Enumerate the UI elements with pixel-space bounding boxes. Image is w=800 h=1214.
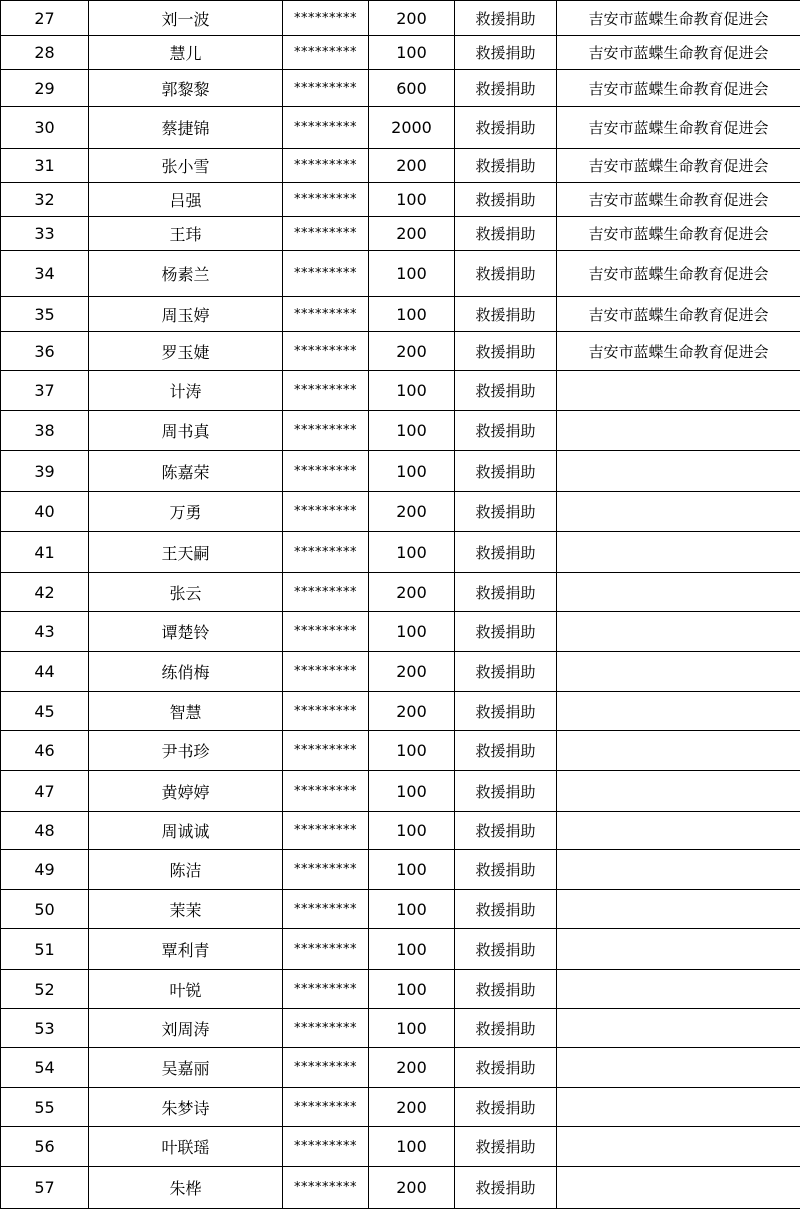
cell-donor-name: 茉茉 — [89, 890, 283, 929]
cell-donation-type: 救援捐助 — [455, 890, 557, 929]
cell-masked-id: ********* — [283, 1009, 369, 1048]
cell-organization — [557, 692, 800, 731]
table-row — [1, 970, 800, 1009]
cell-number: 42 — [1, 573, 89, 612]
cell-donation-type: 救援捐助 — [455, 1127, 557, 1167]
cell-masked-id: ********* — [283, 107, 369, 149]
cell-organization: 吉安市蓝蝶生命教育促进会 — [557, 36, 800, 70]
cell-donation-type: 救援捐助 — [455, 107, 557, 149]
cell-number: 31 — [1, 149, 89, 183]
cell-amount: 100 — [369, 850, 455, 890]
table-row — [1, 1048, 800, 1088]
cell-donor-name: 罗玉婕 — [89, 332, 283, 371]
cell-masked-id: ********* — [283, 371, 369, 411]
cell-number: 41 — [1, 532, 89, 573]
cell-masked-id: ********* — [283, 1088, 369, 1127]
cell-organization: 吉安市蓝蝶生命教育促进会 — [557, 1, 800, 36]
cell-donor-name: 刘一波 — [89, 1, 283, 36]
table-row — [1, 492, 800, 532]
cell-organization — [557, 411, 800, 451]
cell-number: 48 — [1, 812, 89, 850]
cell-organization — [557, 929, 800, 970]
cell-donation-type: 救援捐助 — [455, 451, 557, 492]
cell-masked-id: ********* — [283, 612, 369, 652]
table-row — [1, 890, 800, 929]
cell-masked-id: ********* — [283, 812, 369, 850]
cell-number: 51 — [1, 929, 89, 970]
cell-organization: 吉安市蓝蝶生命教育促进会 — [557, 297, 800, 332]
cell-masked-id: ********* — [283, 692, 369, 731]
cell-donation-type: 救援捐助 — [455, 217, 557, 251]
cell-donation-type: 救援捐助 — [455, 1009, 557, 1048]
cell-organization — [557, 812, 800, 850]
cell-masked-id: ********* — [283, 1167, 369, 1209]
cell-donation-type: 救援捐助 — [455, 532, 557, 573]
cell-organization — [557, 451, 800, 492]
cell-amount: 100 — [369, 371, 455, 411]
cell-organization: 吉安市蓝蝶生命教育促进会 — [557, 107, 800, 149]
cell-donation-type: 救援捐助 — [455, 332, 557, 371]
cell-donation-type: 救援捐助 — [455, 1, 557, 36]
cell-organization: 吉安市蓝蝶生命教育促进会 — [557, 251, 800, 297]
cell-donation-type: 救援捐助 — [455, 731, 557, 771]
cell-amount: 100 — [369, 36, 455, 70]
cell-masked-id: ********* — [283, 492, 369, 532]
table-row — [1, 107, 800, 149]
table-row — [1, 371, 800, 411]
table-row — [1, 692, 800, 731]
cell-amount: 100 — [369, 812, 455, 850]
cell-organization — [557, 731, 800, 771]
cell-masked-id: ********* — [283, 1048, 369, 1088]
cell-donor-name: 朱桦 — [89, 1167, 283, 1209]
cell-donor-name: 杨素兰 — [89, 251, 283, 297]
cell-organization — [557, 573, 800, 612]
cell-masked-id: ********* — [283, 929, 369, 970]
table-row — [1, 451, 800, 492]
cell-number: 39 — [1, 451, 89, 492]
cell-number: 56 — [1, 1127, 89, 1167]
cell-organization — [557, 532, 800, 573]
cell-donation-type: 救援捐助 — [455, 771, 557, 812]
cell-masked-id: ********* — [283, 573, 369, 612]
cell-organization — [557, 890, 800, 929]
cell-donation-type: 救援捐助 — [455, 652, 557, 692]
cell-donation-type: 救援捐助 — [455, 371, 557, 411]
cell-donor-name: 慧儿 — [89, 36, 283, 70]
table-row — [1, 217, 800, 251]
cell-number: 30 — [1, 107, 89, 149]
cell-donation-type: 救援捐助 — [455, 492, 557, 532]
table-row — [1, 183, 800, 217]
cell-number: 36 — [1, 332, 89, 371]
cell-amount: 100 — [369, 771, 455, 812]
cell-organization — [557, 1048, 800, 1088]
cell-donor-name: 王玮 — [89, 217, 283, 251]
cell-organization — [557, 970, 800, 1009]
cell-donor-name: 张云 — [89, 573, 283, 612]
table-row — [1, 251, 800, 297]
cell-donation-type: 救援捐助 — [455, 70, 557, 107]
cell-donor-name: 陈嘉荣 — [89, 451, 283, 492]
cell-organization: 吉安市蓝蝶生命教育促进会 — [557, 183, 800, 217]
cell-number: 28 — [1, 36, 89, 70]
cell-organization: 吉安市蓝蝶生命教育促进会 — [557, 332, 800, 371]
table-row — [1, 1167, 800, 1209]
cell-number: 43 — [1, 612, 89, 652]
cell-donation-type: 救援捐助 — [455, 251, 557, 297]
cell-masked-id: ********* — [283, 251, 369, 297]
cell-number: 47 — [1, 771, 89, 812]
cell-organization — [557, 1088, 800, 1127]
table-row — [1, 929, 800, 970]
cell-masked-id: ********* — [283, 970, 369, 1009]
cell-amount: 100 — [369, 890, 455, 929]
cell-number: 57 — [1, 1167, 89, 1209]
cell-donor-name: 蔡捷锦 — [89, 107, 283, 149]
cell-donor-name: 周书真 — [89, 411, 283, 451]
table-row — [1, 1009, 800, 1048]
cell-number: 32 — [1, 183, 89, 217]
cell-masked-id: ********* — [283, 771, 369, 812]
cell-donor-name: 陈洁 — [89, 850, 283, 890]
cell-number: 40 — [1, 492, 89, 532]
cell-amount: 200 — [369, 332, 455, 371]
cell-masked-id: ********* — [283, 411, 369, 451]
cell-number: 54 — [1, 1048, 89, 1088]
cell-donation-type: 救援捐助 — [455, 692, 557, 731]
cell-donor-name: 万勇 — [89, 492, 283, 532]
cell-masked-id: ********* — [283, 217, 369, 251]
cell-number: 52 — [1, 970, 89, 1009]
cell-donation-type: 救援捐助 — [455, 612, 557, 652]
cell-number: 37 — [1, 371, 89, 411]
cell-masked-id: ********* — [283, 149, 369, 183]
cell-amount: 200 — [369, 1088, 455, 1127]
cell-amount: 100 — [369, 1009, 455, 1048]
cell-number: 38 — [1, 411, 89, 451]
cell-organization: 吉安市蓝蝶生命教育促进会 — [557, 217, 800, 251]
cell-donation-type: 救援捐助 — [455, 929, 557, 970]
cell-amount: 200 — [369, 492, 455, 532]
cell-amount: 200 — [369, 1, 455, 36]
cell-amount: 200 — [369, 1048, 455, 1088]
table-row — [1, 332, 800, 371]
table-row — [1, 297, 800, 332]
cell-number: 33 — [1, 217, 89, 251]
cell-organization — [557, 771, 800, 812]
cell-organization — [557, 492, 800, 532]
cell-number: 34 — [1, 251, 89, 297]
table-row — [1, 612, 800, 652]
table-row — [1, 731, 800, 771]
cell-amount: 100 — [369, 451, 455, 492]
cell-amount: 100 — [369, 532, 455, 573]
cell-amount: 100 — [369, 251, 455, 297]
cell-donor-name: 叶联瑶 — [89, 1127, 283, 1167]
cell-number: 44 — [1, 652, 89, 692]
cell-number: 45 — [1, 692, 89, 731]
table-row — [1, 36, 800, 70]
cell-organization — [557, 371, 800, 411]
cell-number: 29 — [1, 70, 89, 107]
cell-donor-name: 覃利青 — [89, 929, 283, 970]
cell-amount: 100 — [369, 612, 455, 652]
cell-amount: 200 — [369, 573, 455, 612]
cell-amount: 100 — [369, 731, 455, 771]
cell-amount: 100 — [369, 411, 455, 451]
cell-organization — [557, 1127, 800, 1167]
table-row — [1, 812, 800, 850]
cell-donation-type: 救援捐助 — [455, 1088, 557, 1127]
cell-masked-id: ********* — [283, 652, 369, 692]
table-row — [1, 70, 800, 107]
cell-organization — [557, 652, 800, 692]
cell-donor-name: 黄婷婷 — [89, 771, 283, 812]
cell-masked-id: ********* — [283, 451, 369, 492]
cell-number: 27 — [1, 1, 89, 36]
table-row — [1, 573, 800, 612]
cell-donor-name: 周玉婷 — [89, 297, 283, 332]
cell-donor-name: 计涛 — [89, 371, 283, 411]
cell-number: 53 — [1, 1009, 89, 1048]
cell-organization: 吉安市蓝蝶生命教育促进会 — [557, 70, 800, 107]
cell-donation-type: 救援捐助 — [455, 970, 557, 1009]
table-row — [1, 1127, 800, 1167]
cell-number: 35 — [1, 297, 89, 332]
cell-donor-name: 吕强 — [89, 183, 283, 217]
cell-number: 55 — [1, 1088, 89, 1127]
cell-number: 50 — [1, 890, 89, 929]
cell-amount: 200 — [369, 149, 455, 183]
cell-masked-id: ********* — [283, 297, 369, 332]
cell-organization — [557, 850, 800, 890]
cell-donor-name: 智慧 — [89, 692, 283, 731]
cell-organization — [557, 1167, 800, 1209]
cell-amount: 200 — [369, 1167, 455, 1209]
cell-masked-id: ********* — [283, 36, 369, 70]
cell-number: 46 — [1, 731, 89, 771]
cell-number: 49 — [1, 850, 89, 890]
table-row — [1, 149, 800, 183]
cell-masked-id: ********* — [283, 183, 369, 217]
cell-donor-name: 练俏梅 — [89, 652, 283, 692]
cell-masked-id: ********* — [283, 890, 369, 929]
cell-donation-type: 救援捐助 — [455, 850, 557, 890]
cell-masked-id: ********* — [283, 70, 369, 107]
cell-masked-id: ********* — [283, 850, 369, 890]
cell-donor-name: 尹书珍 — [89, 731, 283, 771]
table-row — [1, 532, 800, 573]
table-row — [1, 411, 800, 451]
cell-masked-id: ********* — [283, 1127, 369, 1167]
cell-donation-type: 救援捐助 — [455, 183, 557, 217]
cell-donor-name: 郭黎黎 — [89, 70, 283, 107]
table-row — [1, 850, 800, 890]
cell-amount: 600 — [369, 70, 455, 107]
cell-organization — [557, 1009, 800, 1048]
cell-donation-type: 救援捐助 — [455, 411, 557, 451]
cell-donation-type: 救援捐助 — [455, 573, 557, 612]
cell-donor-name: 吴嘉丽 — [89, 1048, 283, 1088]
cell-donation-type: 救援捐助 — [455, 297, 557, 332]
cell-amount: 200 — [369, 692, 455, 731]
cell-masked-id: ********* — [283, 532, 369, 573]
cell-donor-name: 王天嗣 — [89, 532, 283, 573]
cell-donor-name: 周诚诚 — [89, 812, 283, 850]
cell-donor-name: 刘周涛 — [89, 1009, 283, 1048]
cell-donor-name: 朱梦诗 — [89, 1088, 283, 1127]
cell-masked-id: ********* — [283, 731, 369, 771]
cell-masked-id: ********* — [283, 1, 369, 36]
cell-donation-type: 救援捐助 — [455, 812, 557, 850]
cell-amount: 100 — [369, 183, 455, 217]
cell-donation-type: 救援捐助 — [455, 1048, 557, 1088]
cell-amount: 100 — [369, 1127, 455, 1167]
cell-donation-type: 救援捐助 — [455, 149, 557, 183]
cell-amount: 200 — [369, 652, 455, 692]
cell-organization — [557, 612, 800, 652]
table-row — [1, 652, 800, 692]
cell-amount: 200 — [369, 217, 455, 251]
cell-donor-name: 张小雪 — [89, 149, 283, 183]
cell-amount: 100 — [369, 297, 455, 332]
cell-donation-type: 救援捐助 — [455, 1167, 557, 1209]
donation-table-body — [1, 1, 800, 1209]
table-row — [1, 1, 800, 36]
table-row — [1, 771, 800, 812]
cell-masked-id: ********* — [283, 332, 369, 371]
cell-amount: 100 — [369, 929, 455, 970]
cell-donor-name: 谭楚铃 — [89, 612, 283, 652]
cell-donor-name: 叶锐 — [89, 970, 283, 1009]
cell-amount: 100 — [369, 970, 455, 1009]
cell-amount: 2000 — [369, 107, 455, 149]
cell-donation-type: 救援捐助 — [455, 36, 557, 70]
cell-organization: 吉安市蓝蝶生命教育促进会 — [557, 149, 800, 183]
table-row — [1, 1088, 800, 1127]
